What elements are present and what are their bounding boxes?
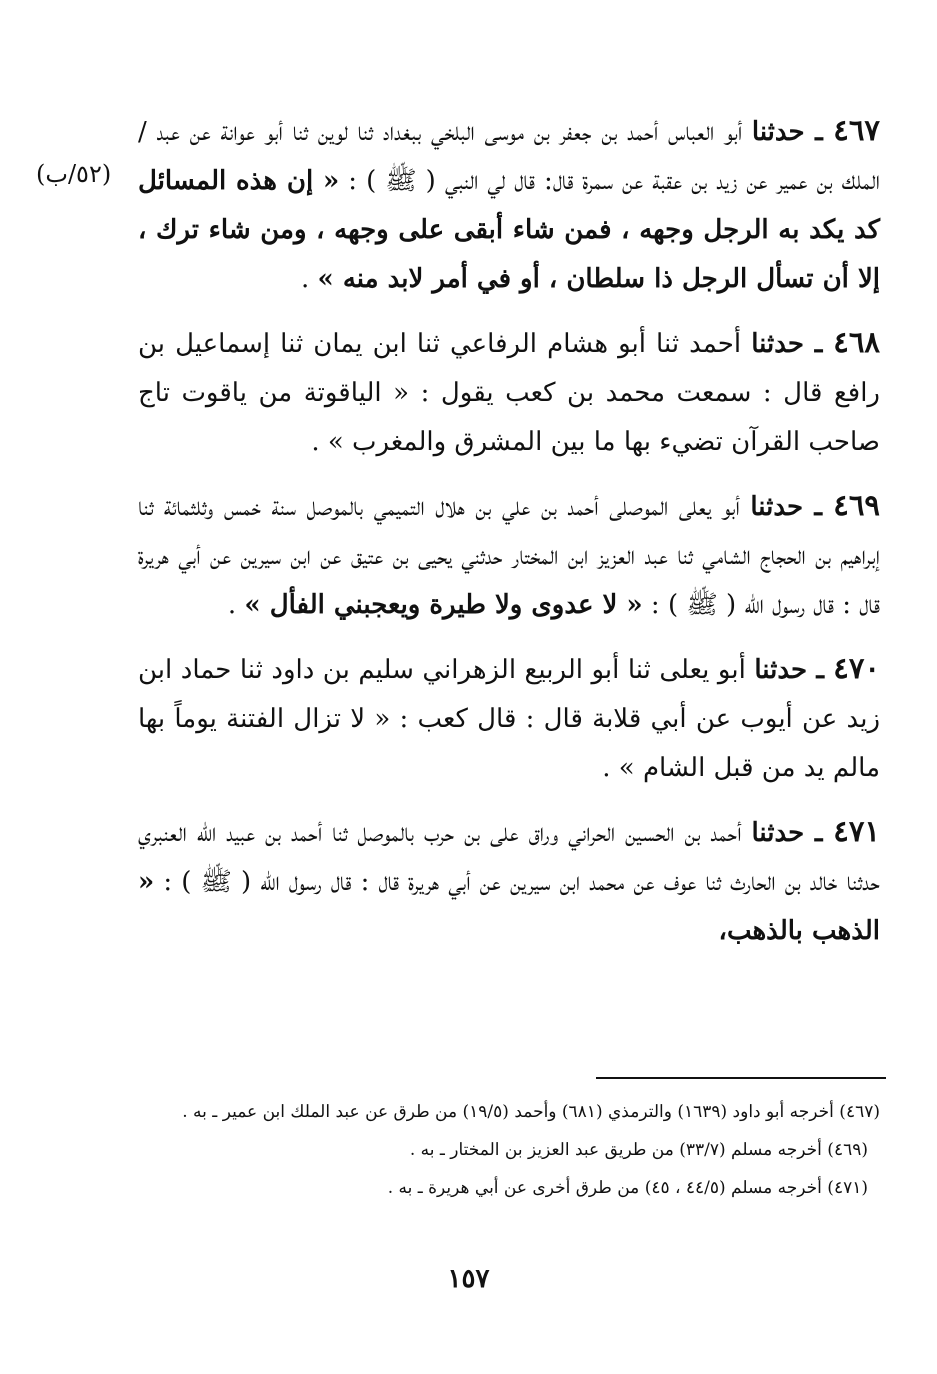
- footnotes: [150, 1093, 880, 1207]
- hadith-dash: ـ: [803, 329, 834, 359]
- hadith-tail: .: [602, 753, 619, 783]
- hadith-chain: أبو العباس أحمد بن جعفر بن موسى البلخي ببغداد ثنا لوين ثنا أبو عوانة عن عبد / الملك بن عمير عن زيد بن عقبة عن سمرة قال: قال لي النبي ( ﷺ ) :: [138, 117, 880, 196]
- hadith-468: [138, 318, 880, 467]
- hadith-keyword: حدثنا: [754, 655, 808, 685]
- page-number: ١٥٧: [447, 1264, 490, 1294]
- hadith-dash: ـ: [804, 117, 834, 147]
- hadith-chain: أبو يعلى ثنا أبو الربيع الزهراني سليم بن داود ثنا حماد ابن زيد عن أيوب عن أبي قلابة قال : قال كعب :: [138, 655, 880, 734]
- margin-manuscript-reference: (٥٢/ب): [36, 160, 112, 188]
- hadith-dash: ـ: [803, 492, 834, 522]
- hadith-dash: ـ: [807, 655, 834, 685]
- hadith-470: [138, 644, 880, 793]
- hadith-keyword: حدثنا: [750, 492, 804, 522]
- hadith-quote: « لا تزال الفتنة يوماً بها مالم يد من قبل الشام »: [138, 704, 880, 783]
- hadith-keyword: حدثنا: [751, 818, 805, 848]
- footnote-471: (٤٧١) أخرجه مسلم (٤٤/٥ ، ٤٥) من طرق أخرى عن أبي هريرة ـ به .: [387, 1178, 868, 1198]
- hadith-chain: أحمد ثنا أبو هشام الرفاعي ثنا ابن يمان ثنا إسماعيل بن رافع قال : سمعت محمد بن كعب يقول :: [138, 329, 880, 408]
- footnote-469: (٤٦٩) أخرجه مسلم (٣٣/٧) من طريق عبد العزيز بن المختار ـ به .: [409, 1140, 868, 1160]
- hadith-tail: .: [311, 427, 328, 457]
- hadith-number: ٤٧٠: [833, 651, 880, 685]
- hadith-quote: « إن هذه المسائل كد يكد به الرجل وجهه ، فمن شاء أبقى على وجهه ، ومن شاء ترك ، إلا أن تسأل الرجل ذا سلطان ، أو في أمر لابد منه »: [138, 166, 880, 294]
- hadith-number: ٤٦٩: [833, 488, 880, 522]
- hadith-number: ٤٦٨: [833, 325, 880, 359]
- footnote-467: (٤٦٧) أخرجه أبو داود (١٦٣٩) والترمذي (٦٨١) وأحمد (١٩/٥) من طرق عن عبد الملك ابن عمير ـ به .: [182, 1102, 880, 1122]
- hadith-keyword: حدثنا: [751, 117, 805, 147]
- hadith-quote: « لا عدوى ولا طيرة ويعجبني الفأل »: [244, 590, 643, 620]
- main-text: [138, 106, 880, 970]
- hadith-469: [138, 481, 880, 630]
- hadith-chain: أحمد بن الحسين الحراني وراق على بن حرب بالموصل ثنا أحمد بن عبيد الله العنبري حدثنا خالد بن الحارث ثنا عوف عن محمد ابن سيرين عن أبي هريرة قال : قال رسول الله ( ﷺ ) :: [138, 818, 880, 897]
- hadith-471: [138, 807, 880, 956]
- hadith-quote: « الياقوتة من ياقوت تاج صاحب القرآن تضيء بها ما بين المشرق والمغرب »: [138, 378, 880, 457]
- hadith-dash: ـ: [804, 818, 834, 848]
- hadith-number: ٤٦٧: [833, 113, 880, 147]
- hadith-tail: .: [227, 590, 245, 620]
- hadith-number: ٤٧١: [833, 814, 880, 848]
- hadith-keyword: حدثنا: [751, 329, 804, 359]
- hadith-467: [138, 106, 880, 304]
- footnote-divider: [596, 1077, 886, 1079]
- hadith-tail: .: [301, 264, 318, 294]
- hadith-chain: أبو يعلى الموصلى أحمد بن علي بن هلال التميمي بالموصل سنة خمس وثلثمائة ثنا إبراهيم بن الحجاج الشامي ثنا عبد العزيز ابن المختار حدثني يحيى بن عتيق عن ابن سيرين عن أبي هريرة قال : قال رسول الله ( ﷺ ) :: [138, 492, 880, 620]
- hadith-quote: « الذهب بالذهب،: [138, 867, 880, 946]
